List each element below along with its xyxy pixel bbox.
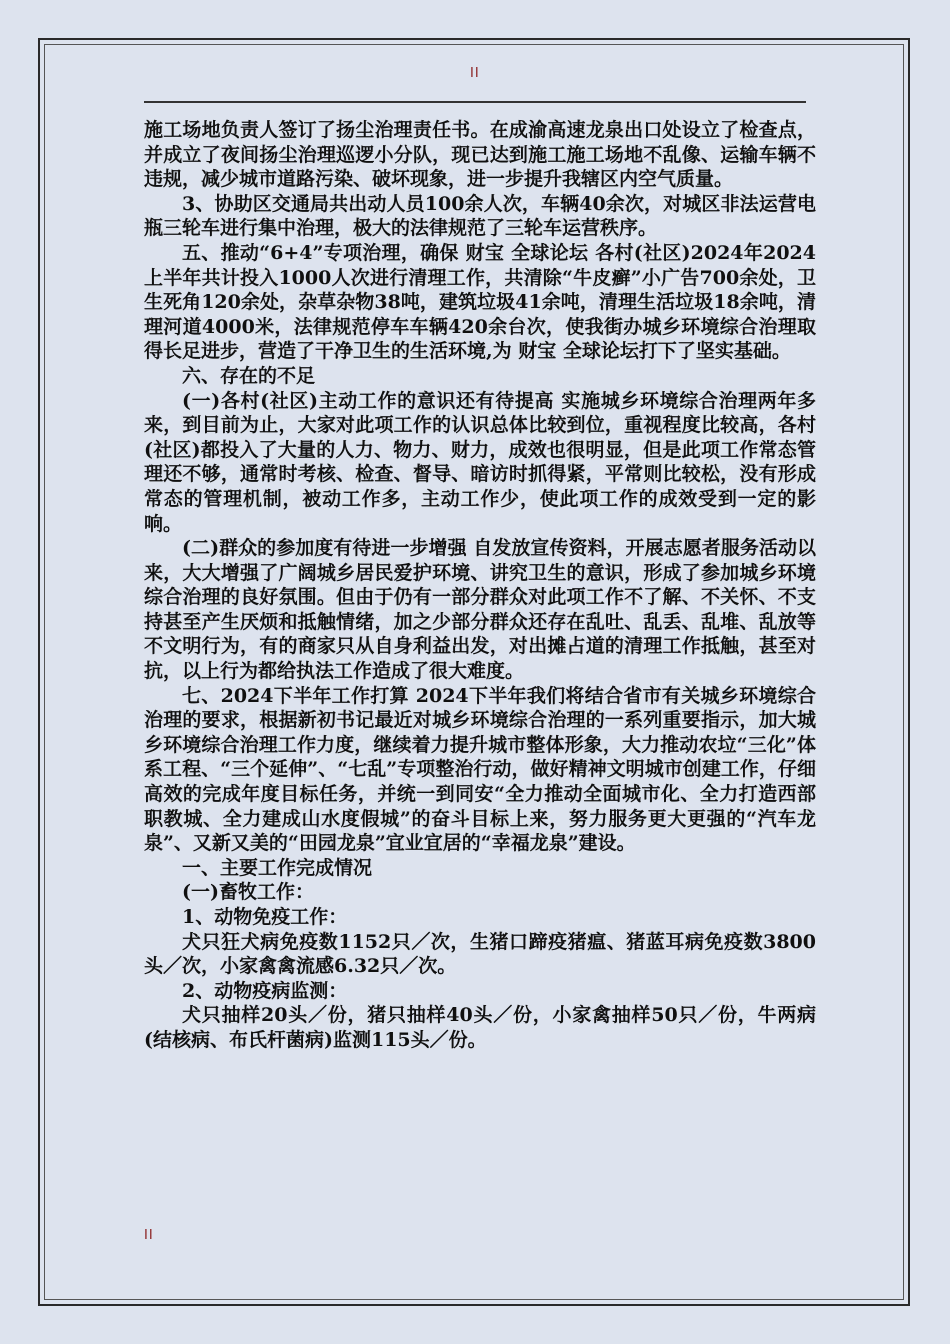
- section-heading: 六、存在的不足: [182, 364, 316, 387]
- paragraph: (二)群众的参加度有待进一步增强 自发放宣传资料，开展志愿者服务活动以来，大大增强了广阔城乡居民爱护环境、讲究卫生的意识，形成了参加城乡环境综合治理的良好氛围。但由于仍有一部分群众对此项工作不了解、不关怀、不支持甚至产生厌烦和抵触情绪，加之少部分群众还存在乱吐、乱丢、乱堆、乱放等不文明行为，有的商家只从自身利益出发，对出摊占道的清理工作抵触，甚至对抗，以上行为都给执法工作造成了很大难度。: [144, 537, 816, 683]
- paragraph: 犬只狂犬病免疫数1152只／次，生猪口蹄疫猪瘟、猪蓝耳病免疫数3800头／次，小家禽禽流感6.32只／次。: [144, 930, 816, 978]
- item-heading: 1、动物免疫工作：: [182, 906, 348, 928]
- subsection-heading: (一)畜牧工作：: [182, 881, 314, 904]
- header-divider: [144, 101, 806, 103]
- paragraph: 五、推动“6+4”专项治理，确保 财宝 全球论坛 各村(社区)2024年2024上半年共计投入1000人次进行清理工作，共清除“牛皮癣”小广告700余处，卫生死角120余处，杂草杂物38吨，建筑垃圾41余吨，清理生活垃圾18余吨，清理河道4000米，法律规范停车车辆420余台次，使我街办城乡环境综合治理取得长足进步，营造了干净卫生的生活环境,为 财宝 全球论坛打下了坚实基础。: [144, 241, 816, 363]
- paragraph: 犬只抽样20头／份，猪只抽样40头／份，小家禽抽样50只／份，牛两病(结核病、布氏杆菌病)监测115头／份。: [144, 1004, 816, 1051]
- paragraph: 施工场地负责人签订了扬尘治理责任书。在成渝高速龙泉出口处设立了检查点，并成立了夜间扬尘治理巡逻小分队，现已达到施工施工场地不乱像、运输车辆不违规，减少城市道路污染、破坏现象，进一步提升我辖区内空气质量。: [144, 119, 816, 191]
- document-body: [144, 118, 816, 1053]
- header-mark: II: [470, 66, 480, 81]
- paragraph: 七、2024下半年工作打算 2024下半年我们将结合省市有关城乡环境综合治理的要求，根据新初书记最近对城乡环境综合治理的一系列重要指示，加大城乡环境综合治理工作力度，继续着力提升城市整体形象，大力推动农垃“三化”体系工程、“三个延伸”、“七乱”专项整治行动，做好精神文明城市创建工作，仔细高效的完成年度目标任务，并统一到同安“全力推动全面城市化、全力打造西部职教城、全力建成山水度假城”的奋斗目标上来，努力服务更大更强的“汽车龙泉”、又新又美的“田园龙泉”宜业宜居的“幸福龙泉”建设。: [144, 684, 816, 855]
- paragraph: (一)各村(社区)主动工作的意识还有待提高 实施城乡环境综合治理两年多来，到目前为止，大家对此项工作的认识总体比较到位，重视程度比较高，各村(社区)都投入了大量的人力、物力、财力，成效也很明显，但是此项工作常态管理还不够，通常时考核、检查、督导、暗访时抓得紧，平常则比较松，没有形成常态的管理机制，被动工作多，主动工作少，使此项工作的成效受到一定的影响。: [144, 389, 816, 535]
- item-heading: 2、动物疫病监测：: [182, 979, 348, 1002]
- footer-mark: II: [144, 1228, 154, 1243]
- paragraph: 3、协助区交通局共出动人员100余人次，车辆40余次，对城区非法运营电瓶三轮车进行集中治理，极大的法律规范了三轮车运营秩序。: [144, 192, 816, 240]
- section-heading: 一、主要工作完成情况: [182, 856, 373, 879]
